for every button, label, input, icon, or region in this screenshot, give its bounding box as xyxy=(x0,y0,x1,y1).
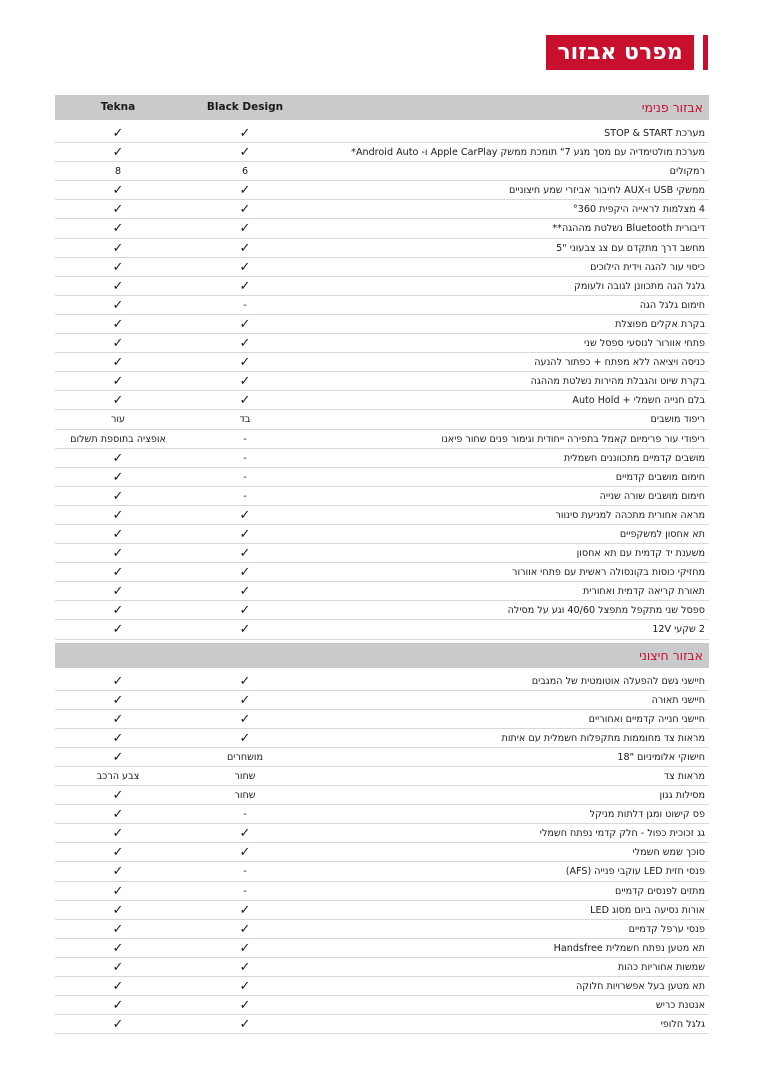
check-icon: ✓ xyxy=(239,622,251,638)
check-icon: ✓ xyxy=(112,826,124,842)
table-row xyxy=(55,901,709,920)
feature-label: משענת יד קדמית עם תא אחסון xyxy=(576,548,705,560)
table-row xyxy=(55,824,709,843)
table-row xyxy=(55,748,709,767)
feature-label: ריפודי עור פרימיום קאמל בתפירה ייחודית וגימור פנים שחור פיאנו xyxy=(441,433,705,445)
black-design-value: - xyxy=(243,885,247,897)
feature-label: פנסי ערפל קדמיים xyxy=(628,923,705,935)
feature-label: חימום מושבים קדמיים xyxy=(615,471,705,483)
feature-label: מחזיקי כוסות בקונסולה ראשית עם פתחי אוורור xyxy=(512,567,705,579)
feature-label: דיבורית Bluetooth נשלטת מההגה** xyxy=(552,223,705,235)
check-icon: ✓ xyxy=(239,145,251,161)
table-row xyxy=(55,563,709,582)
page-title: מפרט אבזור xyxy=(546,35,694,70)
feature-label: אנטנת כריש xyxy=(655,1000,705,1012)
feature-label: ממשקי USB ו-AUX לחיבור אביזרי שמע חיצוניים xyxy=(508,185,705,197)
check-icon: ✓ xyxy=(112,959,124,975)
table-row xyxy=(55,862,709,881)
check-icon: ✓ xyxy=(112,902,124,918)
feature-label: 2 שקעי 12V xyxy=(652,624,705,636)
feature-label: ספסל שני מתקפל מתפצל 40/60 וגע על מסילה xyxy=(507,605,705,617)
feature-label: חישוקי אלומיניום "18 xyxy=(617,751,705,763)
black-design-value: שחור xyxy=(234,790,256,802)
check-icon: ✓ xyxy=(112,297,124,313)
table-row xyxy=(55,582,709,601)
table-row xyxy=(55,219,709,238)
feature-label: כיסוי עור להגה וידית הילוכים xyxy=(590,261,705,273)
feature-label: תא מטען נפתח חשמלית Handsfree xyxy=(553,942,705,954)
feature-label: אורות נסיעה ביום מסוג LED xyxy=(590,904,705,916)
black-design-value: מושחרים xyxy=(226,751,264,763)
spec-table xyxy=(55,95,709,1034)
check-icon: ✓ xyxy=(239,316,251,332)
feature-label: גלגל הגה מתכוונן לגובה ולעומק xyxy=(574,280,705,292)
check-icon: ✓ xyxy=(112,565,124,581)
check-icon: ✓ xyxy=(112,998,124,1014)
check-icon: ✓ xyxy=(112,788,124,804)
table-row xyxy=(55,691,709,710)
table-row xyxy=(55,353,709,372)
check-icon: ✓ xyxy=(112,374,124,390)
table-row xyxy=(55,525,709,544)
table-row xyxy=(55,143,709,162)
check-icon: ✓ xyxy=(112,730,124,746)
column-header-black-design: Black Design xyxy=(206,101,284,113)
table-row xyxy=(55,239,709,258)
feature-label: חימום מושבים שורה שנייה xyxy=(599,490,705,502)
table-row xyxy=(55,410,709,429)
check-icon: ✓ xyxy=(112,355,124,371)
feature-label: מערכת מולטימדיה עם מסך מגע 7" תומכת ממשק Apple CarPlay ו- Android Auto* xyxy=(351,147,705,159)
check-icon: ✓ xyxy=(239,126,251,141)
black-design-value: - xyxy=(243,452,247,464)
table-row xyxy=(55,939,709,958)
black-design-value: - xyxy=(243,490,247,502)
feature-label: תאורת קריאה קדמית ואחורית xyxy=(582,586,705,598)
check-icon: ✓ xyxy=(239,730,251,746)
check-icon: ✓ xyxy=(239,603,251,619)
table-row xyxy=(55,920,709,939)
table-row xyxy=(55,162,709,181)
feature-label: ריפוד מושבים xyxy=(650,414,705,426)
check-icon: ✓ xyxy=(239,959,251,975)
feature-label: מושבים קדמיים מתכווננים חשמלית xyxy=(563,452,705,464)
table-row xyxy=(55,181,709,200)
feature-label: חיישני חנייה קדמיים ואחוריים xyxy=(588,713,705,725)
feature-label: 4 מצלמות לראייה היקפית °360 xyxy=(572,204,705,216)
check-icon: ✓ xyxy=(112,488,124,504)
table-row xyxy=(55,334,709,353)
check-icon: ✓ xyxy=(112,940,124,956)
black-design-value: - xyxy=(243,471,247,483)
feature-label: בקרת שיוט והגבלת מהירות נשלטת מההגה xyxy=(530,376,705,388)
check-icon: ✓ xyxy=(239,278,251,294)
check-icon: ✓ xyxy=(112,202,124,218)
check-icon: ✓ xyxy=(239,921,251,937)
check-icon: ✓ xyxy=(112,1017,124,1033)
check-icon: ✓ xyxy=(112,507,124,523)
check-icon: ✓ xyxy=(239,998,251,1014)
tekna-value: 8 xyxy=(114,166,122,178)
tekna-value: אופציה בתוספת תשלום xyxy=(70,433,166,445)
check-icon: ✓ xyxy=(239,507,251,523)
check-icon: ✓ xyxy=(112,807,124,823)
feature-label: מראה אחורית מתכהה למניעת סינוור xyxy=(555,509,705,521)
check-icon: ✓ xyxy=(112,145,124,161)
check-icon: ✓ xyxy=(112,126,124,141)
check-icon: ✓ xyxy=(112,393,124,409)
feature-label: בקרת אקלים מפוצלת xyxy=(615,318,705,330)
table-row xyxy=(55,805,709,824)
feature-label: סוכך שמש חשמלי xyxy=(632,847,705,859)
feature-label: מערכת STOP & START xyxy=(604,128,705,139)
column-header-tekna: Tekna xyxy=(100,101,136,113)
table-row xyxy=(55,729,709,748)
check-icon: ✓ xyxy=(239,374,251,390)
check-icon: ✓ xyxy=(112,221,124,237)
table-row xyxy=(55,468,709,487)
check-icon: ✓ xyxy=(112,845,124,861)
check-icon: ✓ xyxy=(112,883,124,899)
check-icon: ✓ xyxy=(112,711,124,727)
check-icon: ✓ xyxy=(112,469,124,485)
feature-label: פנסי חזית LED עוקבי פנייה (AFS) xyxy=(565,866,705,878)
check-icon: ✓ xyxy=(112,979,124,995)
feature-label: פתחי אוורור לנוסעי ספסל שני xyxy=(584,338,705,350)
table-row xyxy=(55,996,709,1015)
table-row xyxy=(55,620,709,639)
black-design-value: - xyxy=(243,299,247,311)
check-icon: ✓ xyxy=(112,526,124,542)
feature-label: מחשב דרך מתקדם עם צג צבעוני "5 xyxy=(556,242,705,254)
black-design-value: - xyxy=(243,433,247,445)
check-icon: ✓ xyxy=(112,921,124,937)
feature-label: שמשות אחוריות כהות xyxy=(617,961,705,973)
black-design-value: - xyxy=(243,866,247,878)
black-design-value: בד xyxy=(239,414,251,426)
check-icon: ✓ xyxy=(239,902,251,918)
check-icon: ✓ xyxy=(112,450,124,466)
feature-label: בלם חנייה חשמלי + Auto Hold xyxy=(572,395,705,407)
check-icon: ✓ xyxy=(112,603,124,619)
check-icon: ✓ xyxy=(239,584,251,600)
feature-label: גג זכוכית כפול - חלק קדמי נפתח חשמלי xyxy=(539,828,705,840)
table-row xyxy=(55,958,709,977)
section-header xyxy=(55,95,709,120)
check-icon: ✓ xyxy=(239,183,251,199)
check-icon: ✓ xyxy=(112,240,124,256)
table-row xyxy=(55,767,709,786)
table-row xyxy=(55,506,709,525)
check-icon: ✓ xyxy=(239,355,251,371)
feature-label: מסילות גגון xyxy=(659,790,705,802)
check-icon: ✓ xyxy=(112,692,124,708)
section-header xyxy=(55,643,709,668)
check-icon: ✓ xyxy=(239,692,251,708)
check-icon: ✓ xyxy=(239,673,251,689)
check-icon: ✓ xyxy=(239,259,251,275)
check-icon: ✓ xyxy=(239,546,251,562)
table-row xyxy=(55,449,709,468)
table-row xyxy=(55,977,709,996)
check-icon: ✓ xyxy=(239,336,251,352)
table-row xyxy=(55,1015,709,1034)
table-row xyxy=(55,487,709,506)
feature-label: תא מטען בעל אפשרויות חלוקה xyxy=(576,981,705,993)
tekna-value: עור xyxy=(110,414,126,426)
feature-label: חימום גלגל הגה xyxy=(639,299,705,311)
check-icon: ✓ xyxy=(239,845,251,861)
table-row xyxy=(55,391,709,410)
table-row xyxy=(55,882,709,901)
table-row xyxy=(55,710,709,729)
section-title: אבזור חיצוני xyxy=(639,647,703,663)
check-icon: ✓ xyxy=(239,221,251,237)
table-row xyxy=(55,672,709,691)
check-icon: ✓ xyxy=(239,240,251,256)
table-row xyxy=(55,430,709,449)
feature-label: כניסה ויציאה ללא מפתח + כפתור להנעה xyxy=(534,357,705,369)
black-design-value: - xyxy=(243,809,247,821)
check-icon: ✓ xyxy=(112,749,124,765)
feature-label: פס קישוט ומגן דלתות מניקל xyxy=(589,809,705,821)
check-icon: ✓ xyxy=(239,826,251,842)
feature-label: גלגל חלופי xyxy=(660,1019,705,1031)
table-row xyxy=(55,124,709,143)
check-icon: ✓ xyxy=(112,864,124,880)
feature-label: תא אחסון למשקפיים xyxy=(619,528,705,540)
check-icon: ✓ xyxy=(112,183,124,199)
black-design-value: 6 xyxy=(241,166,249,178)
check-icon: ✓ xyxy=(112,316,124,332)
check-icon: ✓ xyxy=(112,259,124,275)
check-icon: ✓ xyxy=(112,278,124,294)
title-accent-bar xyxy=(703,35,708,70)
check-icon: ✓ xyxy=(112,336,124,352)
check-icon: ✓ xyxy=(239,1017,251,1033)
check-icon: ✓ xyxy=(239,202,251,218)
check-icon: ✓ xyxy=(239,711,251,727)
table-row xyxy=(55,544,709,563)
black-design-value: שחור xyxy=(234,771,256,782)
table-row xyxy=(55,200,709,219)
table-row xyxy=(55,601,709,620)
feature-label: מתזים לפנסים קדמיים xyxy=(615,885,705,897)
tekna-value: צבע הרכב xyxy=(96,771,140,782)
feature-label: מראות צד xyxy=(663,771,705,782)
table-row xyxy=(55,315,709,334)
feature-label: חיישני גשם להפעלה אוטומטית של המגבים xyxy=(531,675,705,687)
table-row xyxy=(55,372,709,391)
check-icon: ✓ xyxy=(112,673,124,689)
check-icon: ✓ xyxy=(239,565,251,581)
check-icon: ✓ xyxy=(112,546,124,562)
check-icon: ✓ xyxy=(112,622,124,638)
check-icon: ✓ xyxy=(239,940,251,956)
table-row xyxy=(55,786,709,805)
check-icon: ✓ xyxy=(239,393,251,409)
table-row xyxy=(55,277,709,296)
feature-label: רמקולים xyxy=(669,166,705,178)
table-row xyxy=(55,296,709,315)
feature-label: חיישני תאורה xyxy=(651,694,705,706)
table-row xyxy=(55,258,709,277)
table-row xyxy=(55,843,709,862)
section-title: אבזור פנימי xyxy=(641,100,703,115)
check-icon: ✓ xyxy=(112,584,124,600)
check-icon: ✓ xyxy=(239,526,251,542)
feature-label: מראות צד מחוממות מתקפלות חשמלית עם איתות xyxy=(501,732,705,744)
check-icon: ✓ xyxy=(239,979,251,995)
